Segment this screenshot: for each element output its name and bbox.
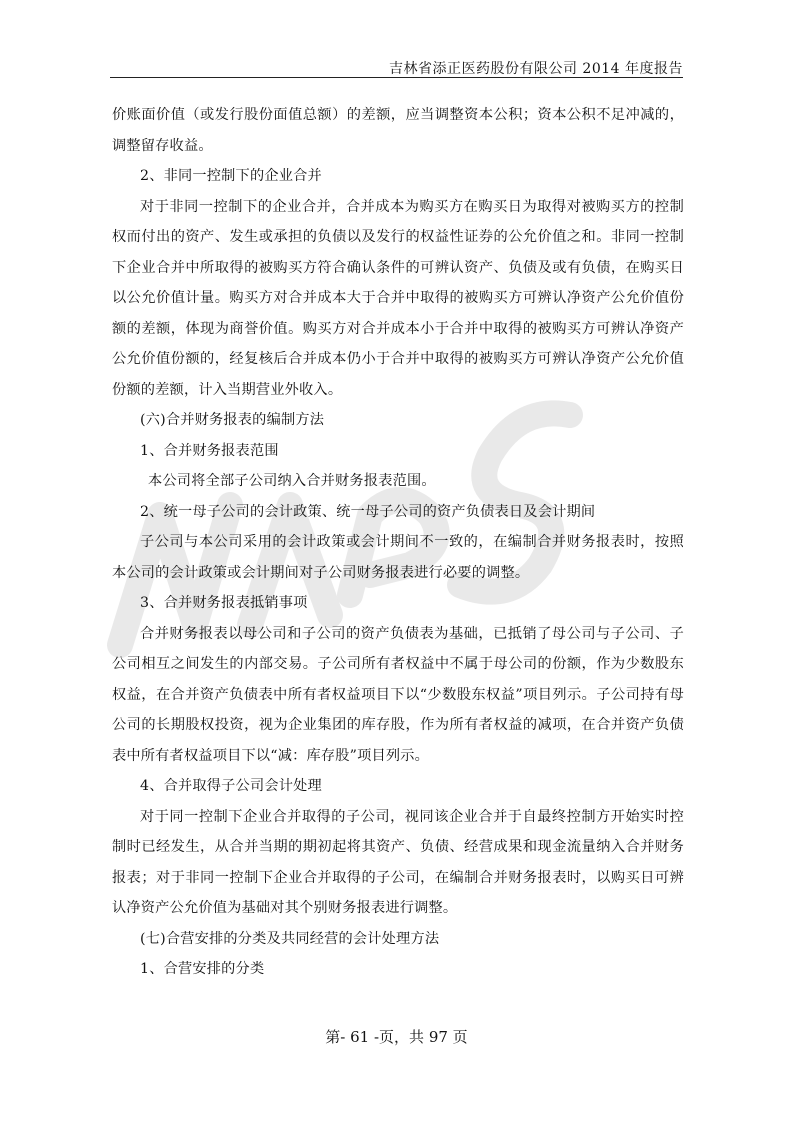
heading-joint-arrangement-classification: 1、合营安排的分类 [140, 961, 265, 977]
heading-joint-arrangements: (七)合营安排的分类及共同经营的会计处理方法 [140, 930, 440, 947]
paragraph-continuation: 价账面价值（或发行股份面值总额）的差额，应当调整资本公积；资本公积不足冲减的，调整留存收益。 [112, 107, 684, 154]
paragraph-elimination-items: 合并财务报表以母公司和子公司的资产负债表为基础，已抵销了母公司与子公司、子公司相互之间发生的内部交易。子公司所有者权益中不属于母公司的份额，作为少数股东权益，在合并资产负债表中所有者权益项目下以“少数股东权益”项目列示。子公司持有母公司的长期股权投资，视为企业集团的库存股，作为所有者权益的减项，在合并资产负债表中所有者权益项目下以“减：库存股”项目列示。 [112, 625, 684, 764]
paragraph-subsidiary-accounting: 对于同一控制下企业合并取得的子公司，视同该企业合并于自最终控制方开始实时控制时已经发生，从合并当期的期初起将其资产、负债、经营成果和现金流量纳入合并财务报表；对于非同一控制下企业合并取得的子公司，在编制合并财务报表时，以购买日可辨认净资产公允价值为基础对其个别财务报表进行调整。 [112, 808, 684, 916]
paragraph-unified-policies: 子公司与本公司采用的会计政策或会计期间不一致的，在编制合并财务报表时，按照本公司的会计政策或会计期间对子公司财务报表进行必要的调整。 [112, 534, 684, 581]
heading-unified-policies: 2、统一母子公司的会计政策、统一母子公司的资产负债表日及会计期间 [140, 503, 596, 520]
header-divider [110, 77, 683, 78]
paragraph-consolidation-scope: 本公司将全部子公司纳入合并财务报表范围。 [148, 473, 436, 489]
paragraph-non-common-control: 对于非同一控制下的企业合并，合并成本为购买方在购买日为取得对被购买方的控制权而付出的资产、发生或承担的负债以及发行的权益性证券的公允价值之和。非同一控制下企业合并中所取得的被购买方符合确认条件的可辨认资产、负债及或有负债，在购买日以公允价值计量。购买方对合并成本大于合并中取得的被购买方可辨认净资产公允价值份额的差额，体现为商誉价值。购买方对合并成本小于合并中取得的被购买方可辨认净资产公允价值份额的，经复核后合并成本仍小于合并中取得的被购买方可辨认净资产公允价值份额的差额，计入当期营业外收入。 [112, 198, 684, 398]
document-body [112, 100, 684, 985]
heading-elimination-items: 3、合并财务报表抵销事项 [140, 595, 308, 611]
heading-subsidiary-accounting: 4、合并取得子公司会计处理 [140, 778, 322, 794]
page-number-footer: 第- 61 -页，共 97 页 [325, 1028, 468, 1046]
heading-consolidated-statements-method: (六)合并财务报表的编制方法 [140, 412, 325, 428]
page-header-title: 吉林省添正医药股份有限公司 2014 年度报告 [388, 61, 683, 77]
heading-non-common-control-merger: 2、非同一控制下的企业合并 [140, 168, 322, 184]
heading-consolidation-scope: 1、合并财务报表范围 [140, 442, 279, 459]
